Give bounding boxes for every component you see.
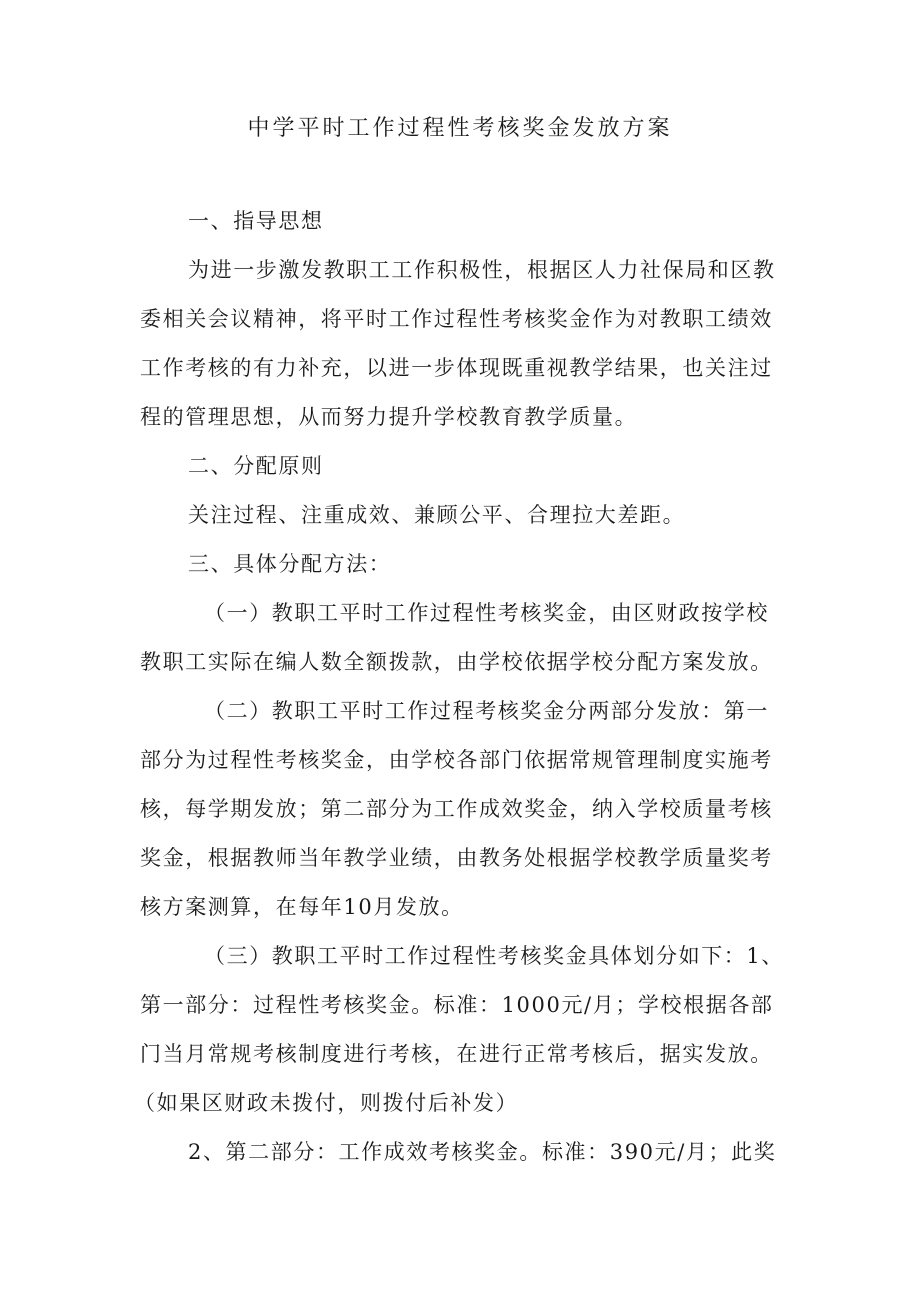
text-line: 2、第二部分：工作成效考核奖金。标准：390元/月；此奖 (188, 1140, 777, 1164)
section-heading-distribution-principle (140, 442, 800, 491)
text-line: 委相关会议精神，将平时工作过程性考核奖金作为对教职工绩效 (140, 307, 773, 331)
text-line: 程的管理思想，从而努力提升学校教育教学质量。 (140, 405, 638, 429)
paragraph-item-3 (134, 932, 800, 1128)
text-line: （二）教职工平时工作过程考核奖金分两部分发放：第一 (204, 699, 769, 723)
text-line: 工作考核的有力补充，以进一步体现既重视教学结果，也关注过 (140, 356, 773, 380)
text-line: 部分为过程性考核奖金，由学校各部门依据常规管理制度实施考 (140, 748, 773, 772)
text-line: 为进一步激发教职工工作积极性，根据区人力社保局和区教 (188, 258, 776, 282)
text-line: 第一部分：过程性考核奖金。标准：1000元/月；学校根据各部 (140, 993, 774, 1017)
text-line: 门当月常规考核制度进行考核，在进行正常考核后，据实发放。 (140, 1042, 773, 1066)
text-line: （如果区财政未拨付，则拨付后补发） (134, 1091, 519, 1115)
text-line: 二、分配原则 (188, 454, 324, 478)
paragraph-distribution-principle (140, 491, 800, 540)
text-line: 奖金，根据教师当年教学业绩，由教务处根据学校教学质量奖考 (140, 846, 773, 870)
paragraph-item-2 (140, 687, 800, 932)
text-line: 教职工实际在编人数全额拨款，由学校依据学校分配方案发放。 (140, 650, 773, 674)
text-line: 核方案测算，在每年10月发放。 (140, 895, 464, 919)
section-heading-distribution-method (140, 540, 800, 589)
text-line: 一、指导思想 (188, 209, 324, 233)
paragraph-guiding-thought (140, 246, 800, 442)
text-line: （三）教职工平时工作过程性考核奖金具体划分如下：1、 (204, 944, 784, 968)
paragraph-item-1 (140, 589, 800, 687)
text-line: 关注过程、注重成效、兼顾公平、合理拉大差距。 (188, 503, 686, 527)
section-heading-guiding-thought (140, 197, 800, 246)
paragraph-part-2 (140, 1128, 800, 1177)
text-line: （一）教职工平时工作过程性考核奖金，由区财政按学校 (204, 601, 769, 625)
text-line: 核，每学期发放；第二部分为工作成效奖金，纳入学校质量考核 (140, 797, 773, 821)
text-line: 三、具体分配方法： (188, 552, 392, 576)
document-title: 中学平时工作过程性考核奖金发放方案 (247, 116, 673, 141)
